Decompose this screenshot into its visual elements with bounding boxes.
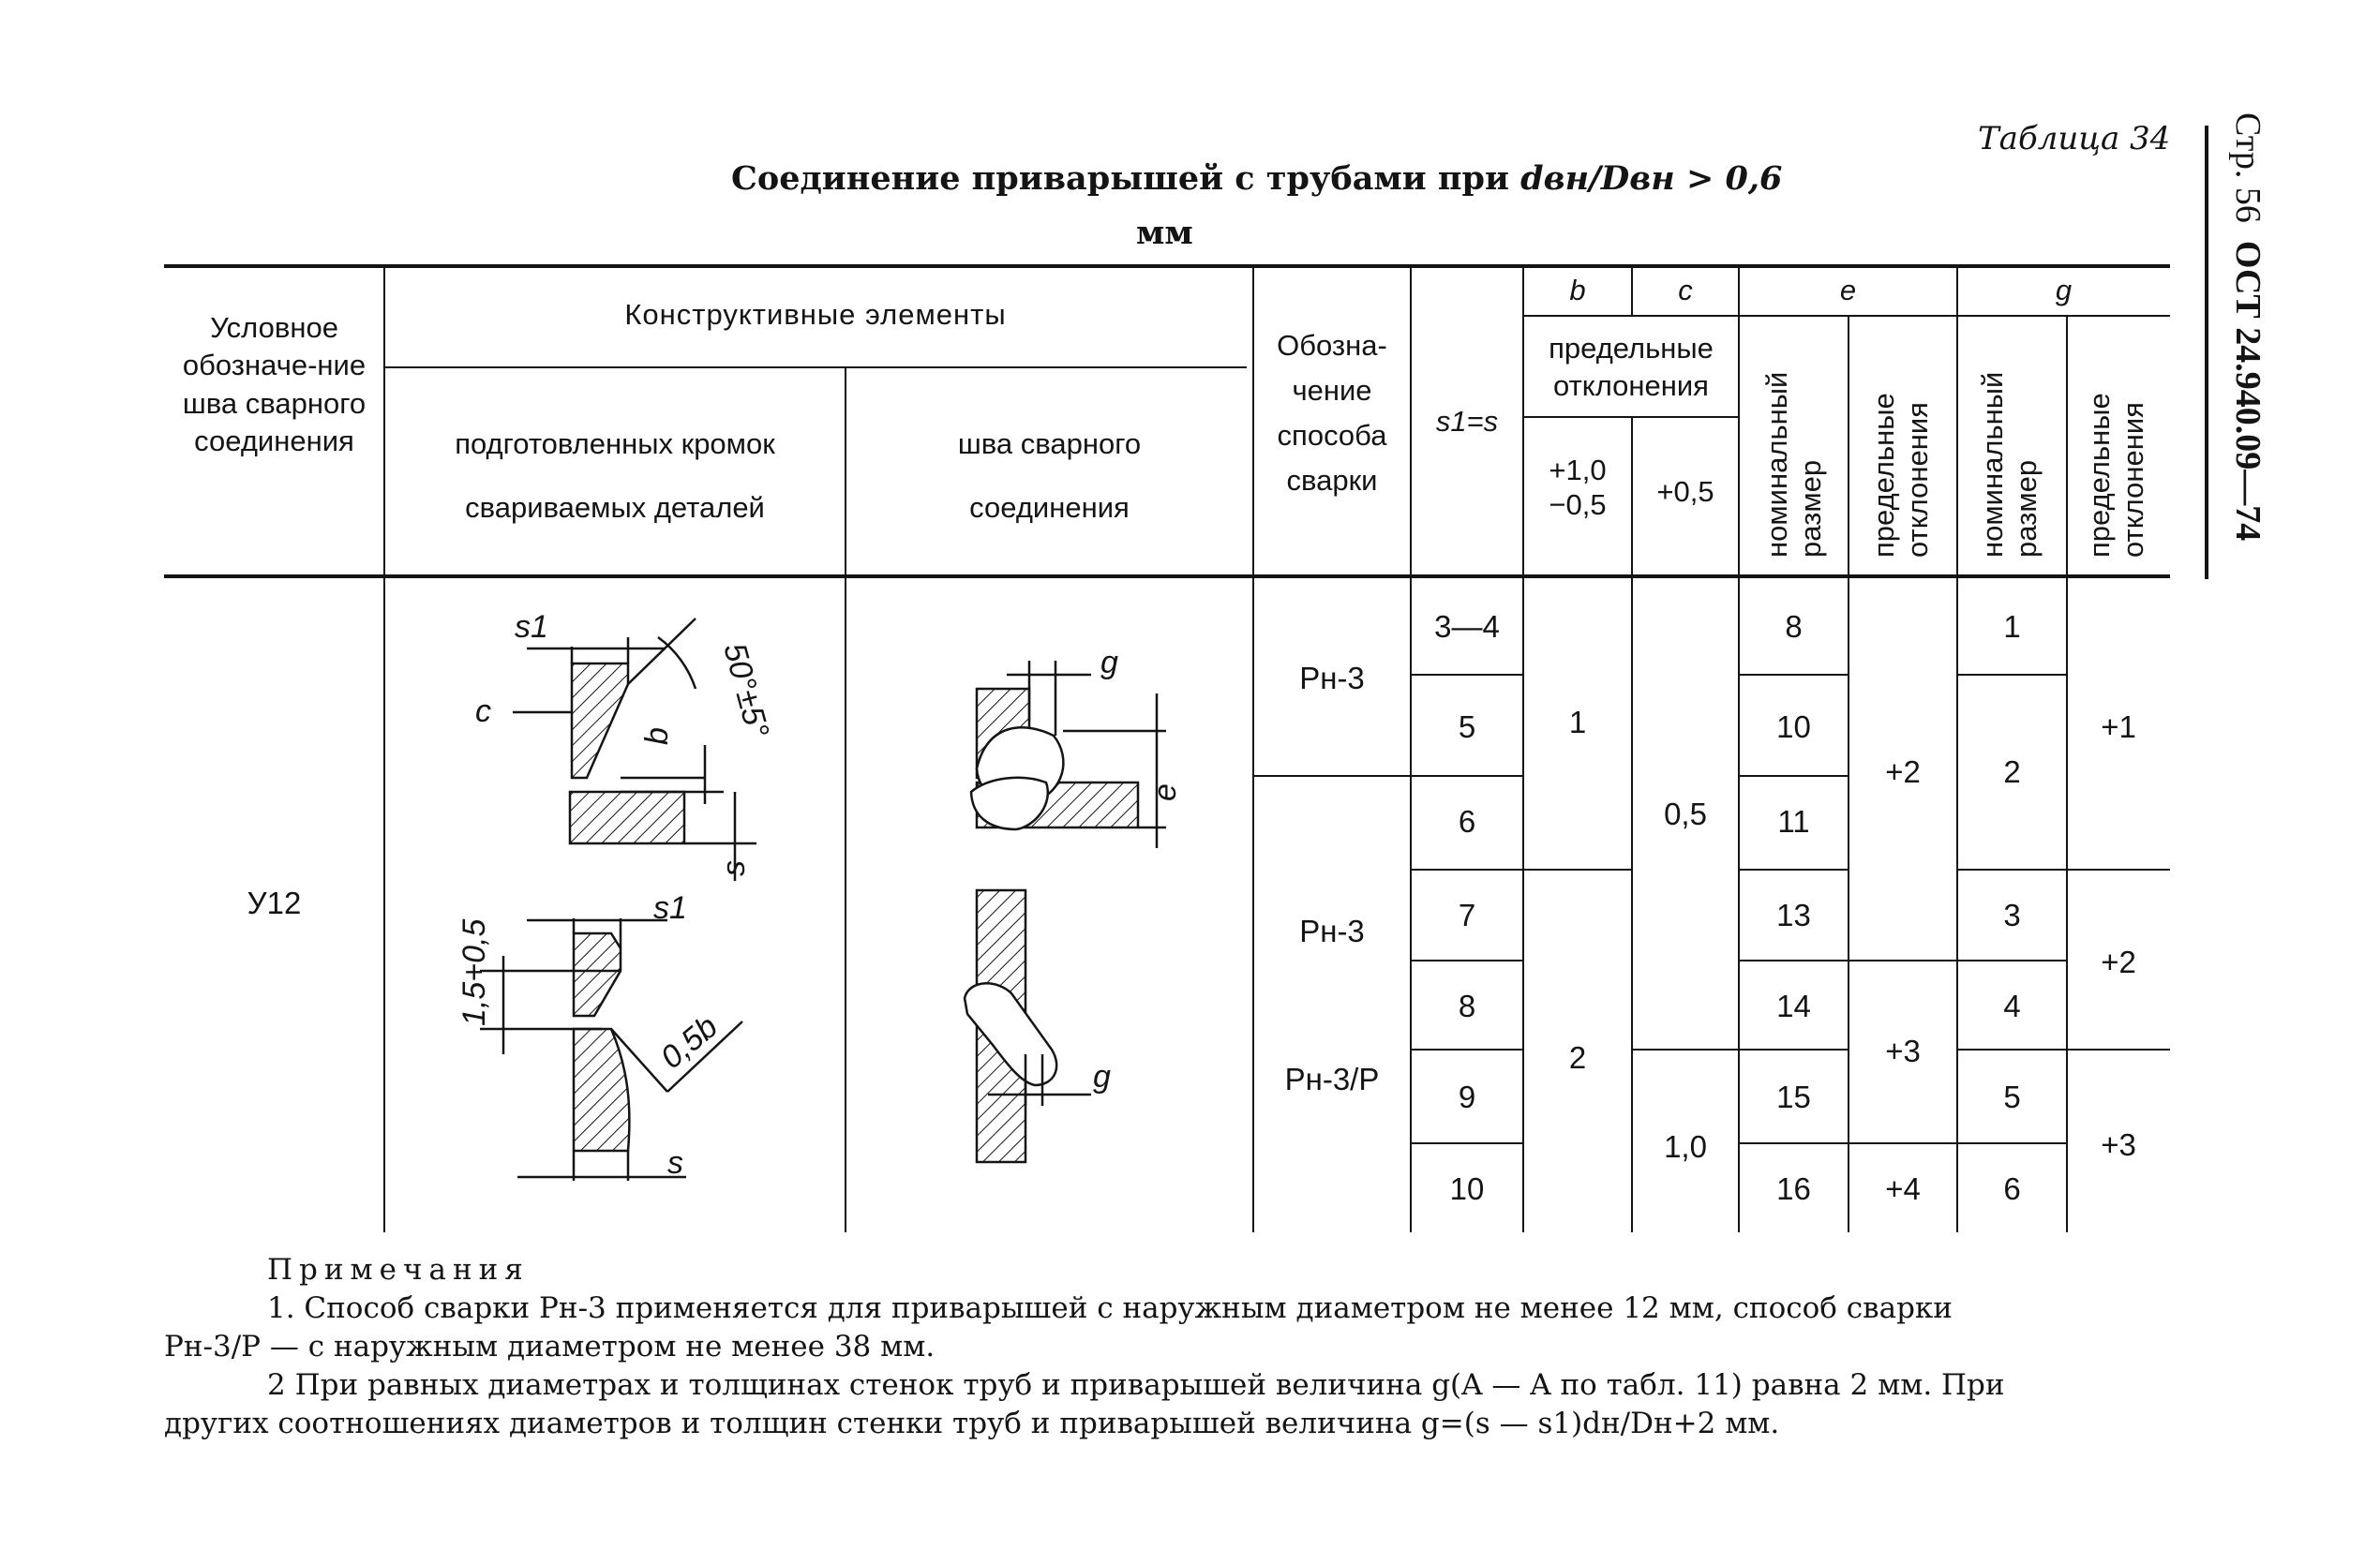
header-g-nominal-line2: размер <box>2009 459 2043 558</box>
header-prepared-edges-line1: подготовленных кромок <box>455 427 775 460</box>
e-tolerance-3: +4 <box>1885 1171 1921 1206</box>
header-tolerances: предельные отклонения <box>1549 332 1714 403</box>
side-standard: ОСТ 24.940.09—74 <box>2228 240 2268 542</box>
header-g-nominal-line1: номинальный <box>1976 371 2009 558</box>
header-g: g <box>2055 274 2073 306</box>
caption-formula: dвн/Dвн > 0,6 <box>1520 159 1783 198</box>
note-1-line-1: 1. Способ сварки Рн-3 применяется для приварышей с наружным диаметром не менее 12 мм, способ сварки <box>267 1290 1953 1325</box>
header-g-limit-line2: отклонения <box>2116 402 2149 558</box>
header-weld-designation: Условное обозначе-ние шва сварного соединения <box>182 311 367 457</box>
weld-label-e: e <box>1147 783 1183 801</box>
notes <box>164 1251 2175 1443</box>
s-value-4: 7 <box>1458 898 1476 932</box>
header-prepared-edges-line2: свариваемых деталей <box>465 491 765 525</box>
prepared-edges-drawing <box>386 581 844 1228</box>
e-value-3: 11 <box>1777 804 1810 839</box>
drawing-label-0-5b: 0,5b <box>653 1008 725 1077</box>
drawing-label-s-lower: s <box>667 1145 683 1181</box>
header-c-tolerance: +0,5 <box>1656 475 1714 508</box>
e-value-2: 10 <box>1776 709 1811 744</box>
s-value-3: 6 <box>1458 804 1476 839</box>
caption-text: Соединение приварышей с трубами при <box>731 159 1521 198</box>
drawing-label-s1: s1 <box>515 609 548 645</box>
s-value-7: 10 <box>1449 1171 1485 1206</box>
header-method-line2: чение <box>1292 374 1372 408</box>
e-value-7: 16 <box>1776 1171 1811 1206</box>
header-method <box>1253 323 1411 503</box>
weld-code: У12 <box>247 886 302 920</box>
g-value-2: 2 <box>2003 754 2021 789</box>
g-value-6: 6 <box>2003 1171 2021 1206</box>
drawing-label-angle: 50°±5° <box>716 639 776 742</box>
drawing-label-b: b <box>639 727 675 745</box>
header-e-limit-line1: предельные <box>1867 393 1900 558</box>
e-tolerance-1: +2 <box>1885 754 1921 789</box>
b-value-1: 1 <box>1568 705 1587 739</box>
header-c: c <box>1678 274 1693 306</box>
drawing-label-1-5: 1,5+0,5 <box>457 918 492 1026</box>
s-value-6: 9 <box>1458 1080 1476 1114</box>
note-1-line-2: Рн-3/Р — с наружным диаметром не менее 38 мм. <box>164 1329 936 1364</box>
header-b-tolerance: +1,0 −0,5 <box>1549 454 1607 522</box>
header-e-nominal-line2: размер <box>1793 459 1827 558</box>
header-g-limit <box>2083 393 2149 558</box>
weld-label-g: g <box>1100 645 1118 680</box>
notes-title: Примечания <box>267 1253 530 1287</box>
c-value-1: 0,5 <box>1664 797 1707 831</box>
header-constructive-elements: Конструктивные элементы <box>624 298 1007 331</box>
g-value-5: 5 <box>2003 1080 2021 1114</box>
g-tolerance-2: +2 <box>2101 945 2136 979</box>
c-value-2: 1,0 <box>1664 1129 1707 1164</box>
e-value-6: 15 <box>1776 1080 1811 1114</box>
g-tolerance-3: +3 <box>2101 1127 2136 1162</box>
header-method-line1: Обозна- <box>1277 329 1387 362</box>
header-e-nominal <box>1760 372 1827 558</box>
header-prepared-edges <box>384 412 846 540</box>
g-value-4: 4 <box>2003 989 2021 1023</box>
drawing-label-c: c <box>475 693 491 729</box>
drawing-label-s1-lower: s1 <box>653 890 687 926</box>
s-value-2: 5 <box>1458 709 1476 744</box>
header-e: e <box>1839 274 1857 306</box>
g-tolerance-1: +1 <box>2101 709 2136 744</box>
note-2-line-1: 2 При равных диаметрах и толщинах стенок труб и приварышей величина g(A — A по табл. 11) равна 2 мм. При <box>267 1367 2005 1402</box>
header-e-limit <box>1867 393 1934 558</box>
header-weld-joint-line1: шва сварного <box>957 427 1142 460</box>
g-value-3: 3 <box>2003 898 2021 932</box>
header-s1-eq-s: s1=s <box>1435 405 1499 438</box>
header-e-nominal-line1: номинальный <box>1760 371 1793 558</box>
method-3: Рн-3/Р <box>1284 1062 1380 1096</box>
header-e-limit-line2: отклонения <box>1900 402 1934 558</box>
header-method-line3: способа <box>1277 419 1387 453</box>
e-tolerance-2: +3 <box>1885 1034 1921 1068</box>
header-weld-joint <box>846 412 1253 540</box>
e-value-4: 13 <box>1776 898 1811 932</box>
drawing-label-s: s <box>716 860 752 876</box>
header-weld-joint-line2: соединения <box>969 491 1130 525</box>
g-value-1: 1 <box>2003 609 2021 644</box>
header-g-limit-line1: предельные <box>2083 393 2116 558</box>
e-value-1: 8 <box>1785 609 1803 644</box>
s-value-1: 3—4 <box>1434 609 1500 644</box>
weld-joint-drawing <box>847 581 1250 1228</box>
header-b: b <box>1569 274 1586 306</box>
note-2-line-2: других соотношениях диаметров и толщин стенки труб и приварышей величина g=(s — s1)dн/Dн+2 мм. <box>164 1406 1780 1440</box>
method-1: Рн-3 <box>1299 661 1365 695</box>
method-2: Рн-3 <box>1299 914 1365 948</box>
weld-label-g-lower: g <box>1093 1059 1111 1095</box>
caption-unit: мм <box>1136 214 1193 252</box>
b-value-2: 2 <box>1568 1040 1587 1075</box>
side-page: Стр. 56 <box>2228 112 2268 223</box>
header-method-line4: сварки <box>1286 464 1378 498</box>
header-g-nominal <box>1976 372 2043 558</box>
table-number: Таблица 34 <box>1978 120 2171 157</box>
s-value-5: 8 <box>1458 989 1476 1023</box>
e-value-5: 14 <box>1776 989 1811 1023</box>
